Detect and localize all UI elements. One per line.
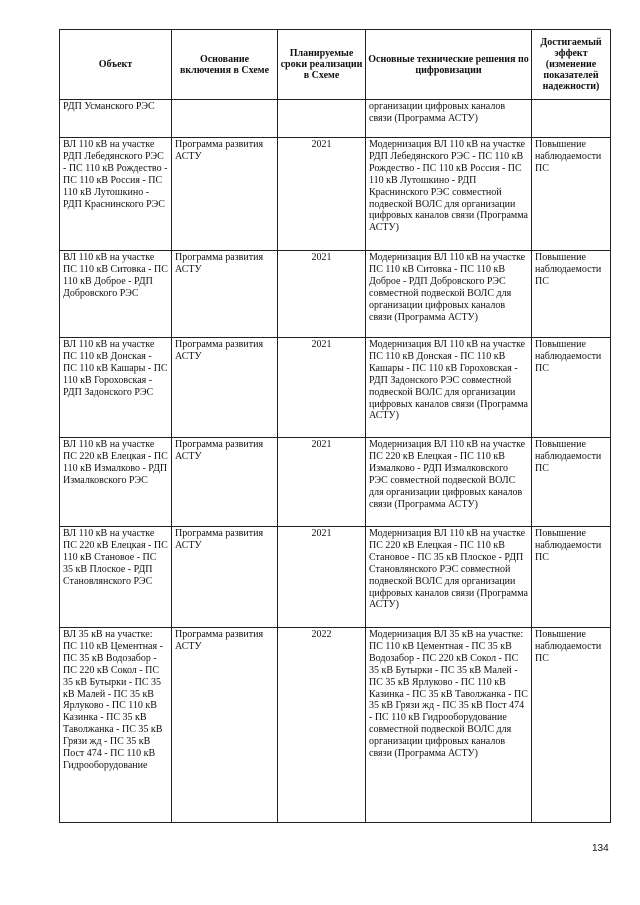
cell-year — [278, 100, 366, 138]
cell-effect: Повышение наблюдаемости ПС — [532, 527, 611, 628]
cell-year: 2021 — [278, 138, 366, 251]
table-row — [60, 338, 611, 438]
cell-year: 2021 — [278, 338, 366, 438]
cell-object: ВЛ 110 кВ на участке РДП Лебедянского РЭС - ПС 110 кВ Рождество - ПС 110 кВ Россия - ПС 110 кВ Лутошкино - РДП Краснинского РЭС — [60, 138, 172, 251]
header-solutions: Основные технические решения по цифровизации — [366, 30, 532, 100]
table-row — [60, 438, 611, 527]
cell-year: 2021 — [278, 527, 366, 628]
cell-effect: Повышение наблюдаемости ПС — [532, 338, 611, 438]
cell-effect: Повышение наблюдаемости ПС — [532, 438, 611, 527]
cell-basis: Программа развития АСТУ — [172, 251, 278, 338]
cell-object: ВЛ 110 кВ на участке ПС 110 кВ Донская - ПС 110 кВ Кашары - ПС 110 кВ Гороховская - РДП Задонского РЭС — [60, 338, 172, 438]
cell-solution: организации цифровых каналов связи (Программа АСТУ) — [366, 100, 532, 138]
cell-basis — [172, 100, 278, 138]
cell-year: 2022 — [278, 628, 366, 823]
cell-basis: Программа развития АСТУ — [172, 438, 278, 527]
cell-effect: Повышение наблюдаемости ПС — [532, 251, 611, 338]
cell-basis: Программа развития АСТУ — [172, 628, 278, 823]
digitalization-table — [59, 29, 611, 823]
cell-effect: Повышение наблюдаемости ПС — [532, 138, 611, 251]
cell-solution: Модернизация ВЛ 110 кВ на участке РДП Лебедянского РЭС - ПС 110 кВ Рождество - ПС 110 кВ Россия - ПС 110 кВ Лутошкино - РДП Краснинского РЭС совместной подвеской ВОЛС для организации цифровых каналов связи (Программа АСТУ) — [366, 138, 532, 251]
header-timing: Планируемые сроки реализации в Схеме — [278, 30, 366, 100]
cell-effect: Повышение наблюдаемости ПС — [532, 628, 611, 823]
cell-solution: Модернизация ВЛ 110 кВ на участке ПС 110 кВ Ситовка - ПС 110 кВ Доброе - РДП Добровского РЭС совместной подвеской ВОЛС для организации цифровых каналов связи (Программа АСТУ) — [366, 251, 532, 338]
cell-year: 2021 — [278, 438, 366, 527]
table-row — [60, 251, 611, 338]
cell-year: 2021 — [278, 251, 366, 338]
cell-object: ВЛ 35 кВ на участке: ПС 110 кВ Цементная - ПС 35 кВ Водозабор - ПС 220 кВ Сокол - ПС 35 кВ Бутырки - ПС 35 кВ Малей - ПС 35 кВ Ярлуково - ПС 110 кВ Казинка - ПС 35 кВ Таволжанка - ПС 35 кВ Грязи жд - ПС 35 кВ Пост 474 - ПС 110 кВ Гидрооборудование — [60, 628, 172, 823]
header-effect: Достигаемый эффект (изменение показателей надежности) — [532, 30, 611, 100]
cell-solution: Модернизация ВЛ 110 кВ на участке ПС 220 кВ Елецкая - ПС 110 кВ Становое - ПС 35 кВ Плоское - РДП Становлянского РЭС совместной подвеской ВОЛС для организации цифровых каналов связи (Программа АСТУ) — [366, 527, 532, 628]
cell-solution: Модернизация ВЛ 35 кВ на участке: ПС 110 кВ Цементная - ПС 35 кВ Водозабор - ПС 220 кВ Сокол - ПС 35 кВ Бутырки - ПС 35 кВ Малей - ПС 35 кВ Ярлуково - ПС 110 кВ Казинка - ПС 35 кВ Таволжанка - ПС 35 кВ Грязи жд - ПС 35 кВ Пост 474 - ПС 110 кВ Гидрооборудование совместной подвеской ВОЛС для организации цифровых каналов связи (Программа АСТУ) — [366, 628, 532, 823]
cell-object: РДП Усманского РЭС — [60, 100, 172, 138]
cell-solution: Модернизация ВЛ 110 кВ на участке ПС 220 кВ Елецкая - ПС 110 кВ Измалково - РДП Измалковского РЭС совместной подвеской ВОЛС для организации цифровых каналов связи (Программа АСТУ) — [366, 438, 532, 527]
table-row — [60, 628, 611, 823]
cell-object: ВЛ 110 кВ на участке ПС 220 кВ Елецкая - ПС 110 кВ Измалково - РДП Измалковского РЭС — [60, 438, 172, 527]
table-row — [60, 138, 611, 251]
cell-basis: Программа развития АСТУ — [172, 338, 278, 438]
table-row — [60, 100, 611, 138]
header-basis: Основание включения в Схеме — [172, 30, 278, 100]
cell-effect — [532, 100, 611, 138]
cell-object: ВЛ 110 кВ на участке ПС 110 кВ Ситовка - ПС 110 кВ Доброе - РДП Добровского РЭС — [60, 251, 172, 338]
cell-solution: Модернизация ВЛ 110 кВ на участке ПС 110 кВ Донская - ПС 110 кВ Кашары - ПС 110 кВ Гороховская - РДП Задонского РЭС совместной подвеской ВОЛС для организации цифровых каналов связи (Программа АСТУ) — [366, 338, 532, 438]
page-number: 134 — [592, 843, 609, 854]
header-object: Объект — [60, 30, 172, 100]
cell-basis: Программа развития АСТУ — [172, 527, 278, 628]
cell-basis: Программа развития АСТУ — [172, 138, 278, 251]
table-row — [60, 527, 611, 628]
table-header-row — [60, 30, 611, 100]
cell-object: ВЛ 110 кВ на участке ПС 220 кВ Елецкая - ПС 110 кВ Становое - ПС 35 кВ Плоское - РДП Становлянского РЭС — [60, 527, 172, 628]
